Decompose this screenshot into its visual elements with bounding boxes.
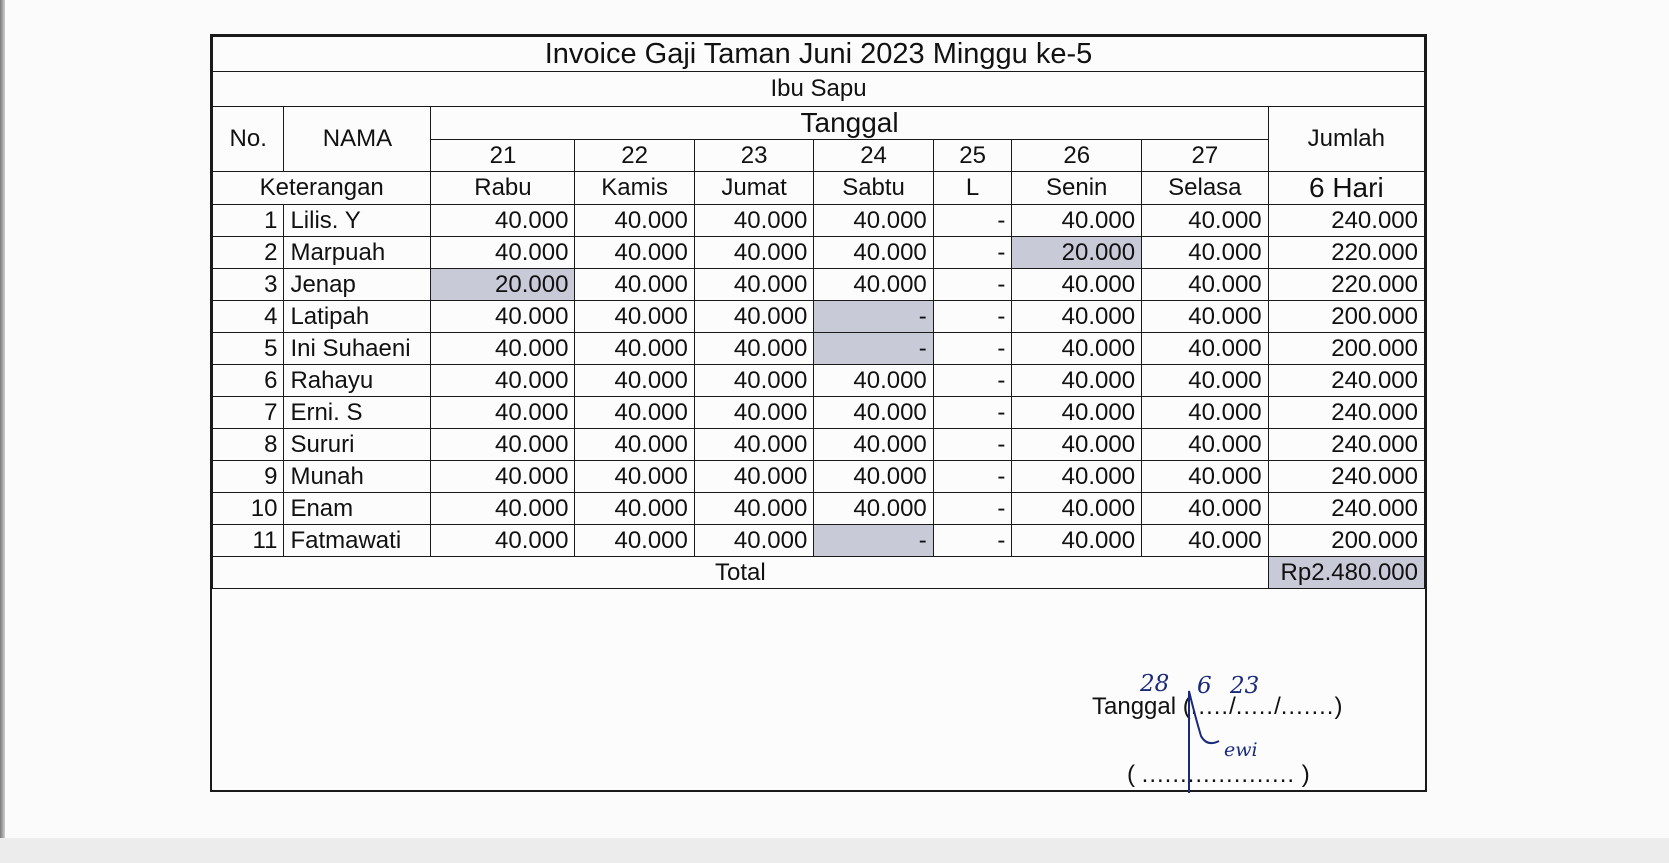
table-row xyxy=(213,397,1425,429)
day-header: L xyxy=(933,172,1012,205)
date-header: 24 xyxy=(814,140,933,172)
row-total: 220.000 xyxy=(1268,237,1424,269)
table-row xyxy=(213,237,1425,269)
pay-cell: 40.000 xyxy=(694,269,813,301)
pay-cell: 40.000 xyxy=(814,365,933,397)
pay-cell: 40.000 xyxy=(1142,493,1269,525)
pay-cell: 40.000 xyxy=(575,205,694,237)
day-header: Kamis xyxy=(575,172,694,205)
pay-cell: 40.000 xyxy=(1012,429,1142,461)
employee-name: Latipah xyxy=(284,301,431,333)
pay-cell: 40.000 xyxy=(431,237,575,269)
pay-cell: 40.000 xyxy=(1142,269,1269,301)
pay-cell: 40.000 xyxy=(575,429,694,461)
pay-cell: 40.000 xyxy=(1142,237,1269,269)
pay-cell: 40.000 xyxy=(694,205,813,237)
handwritten-day: 28 xyxy=(1140,671,1170,697)
table-row xyxy=(213,365,1425,397)
header-hari-total: 6 Hari xyxy=(1268,172,1424,205)
pay-cell: 40.000 xyxy=(431,525,575,557)
date-header: 26 xyxy=(1012,140,1142,172)
table-row xyxy=(213,461,1425,493)
table-row xyxy=(213,205,1425,237)
pay-cell: - xyxy=(933,301,1012,333)
pay-cell: 40.000 xyxy=(1012,493,1142,525)
pay-cell: - xyxy=(933,397,1012,429)
date-header: 27 xyxy=(1142,140,1269,172)
employee-name: Ini Suhaeni xyxy=(284,333,431,365)
pay-cell: 40.000 xyxy=(1012,461,1142,493)
row-number: 3 xyxy=(213,269,284,301)
header-nama: NAMA xyxy=(284,107,431,172)
pay-cell: - xyxy=(933,461,1012,493)
row-total: 240.000 xyxy=(1268,429,1424,461)
pay-cell: 40.000 xyxy=(431,461,575,493)
day-header: Rabu xyxy=(431,172,575,205)
grand-total: Rp2.480.000 xyxy=(1268,557,1424,589)
table-row xyxy=(213,493,1425,525)
employee-name: Rahayu xyxy=(284,365,431,397)
handwritten-year: 23 xyxy=(1230,673,1260,699)
pay-cell: 40.000 xyxy=(575,333,694,365)
pay-cell: 40.000 xyxy=(1012,333,1142,365)
total-label: Total xyxy=(213,557,1269,589)
row-number: 7 xyxy=(213,397,284,429)
table-row xyxy=(213,525,1425,557)
pay-cell: - xyxy=(933,205,1012,237)
header-no: No. xyxy=(213,107,284,172)
row-number: 5 xyxy=(213,333,284,365)
pay-cell: 40.000 xyxy=(694,525,813,557)
employee-name: Jenap xyxy=(284,269,431,301)
pay-cell: 40.000 xyxy=(814,237,933,269)
pay-cell: - xyxy=(933,269,1012,301)
pay-cell: 40.000 xyxy=(814,205,933,237)
row-total: 240.000 xyxy=(1268,205,1424,237)
pay-cell: 40.000 xyxy=(431,333,575,365)
pay-cell: 40.000 xyxy=(575,269,694,301)
table-row xyxy=(213,301,1425,333)
day-header: Senin xyxy=(1012,172,1142,205)
invoice-title: Invoice Gaji Taman Juni 2023 Minggu ke-5 xyxy=(213,37,1425,72)
pay-cell: 40.000 xyxy=(694,397,813,429)
invoice-sheet xyxy=(210,34,1427,792)
pay-cell: - xyxy=(933,237,1012,269)
date-line: Tanggal (...../...../.......) xyxy=(1092,693,1344,720)
pay-cell: 40.000 xyxy=(814,461,933,493)
pay-cell: 40.000 xyxy=(1012,205,1142,237)
row-number: 10 xyxy=(213,493,284,525)
pay-cell: - xyxy=(933,493,1012,525)
pay-cell: 40.000 xyxy=(575,237,694,269)
pay-cell: - xyxy=(933,333,1012,365)
pay-cell: 40.000 xyxy=(1142,301,1269,333)
pay-cell: 40.000 xyxy=(575,301,694,333)
row-total: 240.000 xyxy=(1268,365,1424,397)
day-header: Selasa xyxy=(1142,172,1269,205)
date-dots-3: .......) xyxy=(1280,693,1344,720)
scan-edge xyxy=(0,0,5,863)
pay-cell: 40.000 xyxy=(575,365,694,397)
pay-cell: 40.000 xyxy=(694,237,813,269)
employee-name: Lilis. Y xyxy=(284,205,431,237)
row-number: 11 xyxy=(213,525,284,557)
day-header: Jumat xyxy=(694,172,813,205)
pay-cell: 40.000 xyxy=(814,269,933,301)
pay-cell: - xyxy=(933,525,1012,557)
row-total: 200.000 xyxy=(1268,525,1424,557)
pay-cell: 40.000 xyxy=(694,461,813,493)
row-number: 9 xyxy=(213,461,284,493)
header-keterangan: Keterangan xyxy=(213,172,431,205)
pay-cell: 40.000 xyxy=(694,429,813,461)
pay-cell: - xyxy=(933,429,1012,461)
invoice-table xyxy=(212,36,1425,589)
pay-cell: - xyxy=(814,301,933,333)
pay-cell: 40.000 xyxy=(431,301,575,333)
header-tanggal: Tanggal xyxy=(431,107,1268,140)
employee-name: Fatmawati xyxy=(284,525,431,557)
pay-cell: 40.000 xyxy=(575,525,694,557)
pay-cell: 40.000 xyxy=(1012,269,1142,301)
pay-cell: 40.000 xyxy=(575,461,694,493)
pay-cell: 40.000 xyxy=(431,205,575,237)
day-header: Sabtu xyxy=(814,172,933,205)
row-number: 2 xyxy=(213,237,284,269)
date-header: 22 xyxy=(575,140,694,172)
row-number: 4 xyxy=(213,301,284,333)
date-header: 25 xyxy=(933,140,1012,172)
row-number: 8 xyxy=(213,429,284,461)
pay-cell: 20.000 xyxy=(1012,237,1142,269)
row-total: 220.000 xyxy=(1268,269,1424,301)
table-row xyxy=(213,429,1425,461)
row-total: 240.000 xyxy=(1268,397,1424,429)
date-header: 23 xyxy=(694,140,813,172)
row-total: 240.000 xyxy=(1268,493,1424,525)
pay-cell: 40.000 xyxy=(1142,429,1269,461)
row-number: 6 xyxy=(213,365,284,397)
handwritten-month: 6 xyxy=(1197,673,1212,699)
header-jumlah: Jumlah xyxy=(1268,107,1424,172)
pay-cell: 40.000 xyxy=(1142,205,1269,237)
pay-cell: 40.000 xyxy=(814,493,933,525)
pay-cell: - xyxy=(814,333,933,365)
row-total: 200.000 xyxy=(1268,301,1424,333)
date-dots-1: ..... xyxy=(1190,693,1230,720)
date-label: Tanggal ( xyxy=(1092,693,1191,720)
employee-name: Enam xyxy=(284,493,431,525)
date-dots-2: ..... xyxy=(1235,693,1275,720)
pay-cell: 40.000 xyxy=(1142,525,1269,557)
pay-cell: 40.000 xyxy=(814,397,933,429)
pay-cell: 40.000 xyxy=(1142,333,1269,365)
row-total: 240.000 xyxy=(1268,461,1424,493)
employee-name: Erni. S xyxy=(284,397,431,429)
row-total: 200.000 xyxy=(1268,333,1424,365)
pay-cell: 40.000 xyxy=(694,493,813,525)
pay-cell: 40.000 xyxy=(1142,461,1269,493)
pay-cell: 40.000 xyxy=(694,301,813,333)
scan-bottom-shade xyxy=(0,838,1669,863)
sign-open: ( xyxy=(1127,761,1135,788)
employee-name: Munah xyxy=(284,461,431,493)
sign-dots: .................... xyxy=(1141,761,1296,788)
pay-cell: 40.000 xyxy=(1012,301,1142,333)
row-number: 1 xyxy=(213,205,284,237)
pay-cell: 40.000 xyxy=(814,429,933,461)
signature-line xyxy=(1127,761,1310,789)
pay-cell: 40.000 xyxy=(1142,365,1269,397)
signature-area xyxy=(212,611,1425,791)
employee-name: Marpuah xyxy=(284,237,431,269)
pay-cell: - xyxy=(814,525,933,557)
pay-cell: 40.000 xyxy=(1012,525,1142,557)
table-row xyxy=(213,333,1425,365)
pay-cell: - xyxy=(933,365,1012,397)
pay-cell: 40.000 xyxy=(694,333,813,365)
pay-cell: 40.000 xyxy=(431,429,575,461)
signature-text: ewi xyxy=(1224,739,1258,761)
total-row xyxy=(213,557,1425,589)
employee-name: Sururi xyxy=(284,429,431,461)
invoice-subtitle: Ibu Sapu xyxy=(213,72,1425,107)
table-row xyxy=(213,269,1425,301)
pay-cell: 40.000 xyxy=(1012,365,1142,397)
pay-cell: 40.000 xyxy=(1012,397,1142,429)
date-header: 21 xyxy=(431,140,575,172)
pay-cell: 40.000 xyxy=(575,493,694,525)
pay-cell: 40.000 xyxy=(431,397,575,429)
pay-cell: 40.000 xyxy=(431,365,575,397)
pay-cell: 40.000 xyxy=(431,493,575,525)
pay-cell: 40.000 xyxy=(694,365,813,397)
pay-cell: 20.000 xyxy=(431,269,575,301)
pay-cell: 40.000 xyxy=(1142,397,1269,429)
pay-cell: 40.000 xyxy=(575,397,694,429)
sign-close: ) xyxy=(1301,761,1310,788)
